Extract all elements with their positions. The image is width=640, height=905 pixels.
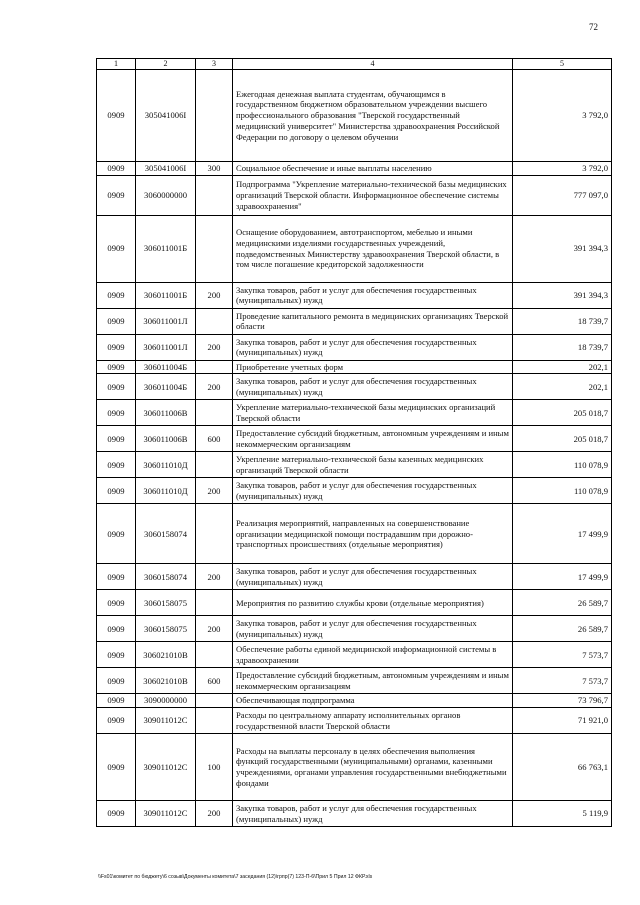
expense-type-cell bbox=[196, 360, 233, 374]
section-code-cell: 0909 bbox=[97, 162, 136, 176]
table-row bbox=[97, 694, 612, 708]
item-name-cell: Ежегодная денежная выплата студентам, обучающимся в государственном бюджетном образовательном учреждении высшего профессионального образования "Тверской государственный медицинский университет" Министерства здравоохранения Российской Федерации по договору о целевом обучении bbox=[233, 70, 513, 162]
expense-type-cell bbox=[196, 175, 233, 215]
section-code-cell: 0909 bbox=[97, 642, 136, 668]
section-code-cell: 0909 bbox=[97, 374, 136, 400]
amount-cell: 3 792,0 bbox=[513, 70, 612, 162]
table-row bbox=[97, 504, 612, 564]
target-article-cell: 305041006I bbox=[136, 70, 196, 162]
target-article-cell: 306011004Б bbox=[136, 360, 196, 374]
header-amount: 5 bbox=[513, 59, 612, 70]
section-code-cell: 0909 bbox=[97, 708, 136, 734]
target-article-cell: 3060000000 bbox=[136, 175, 196, 215]
target-article-cell: 306011001Л bbox=[136, 308, 196, 334]
amount-cell: 5 119,9 bbox=[513, 801, 612, 827]
table-row bbox=[97, 374, 612, 400]
amount-cell: 777 097,0 bbox=[513, 175, 612, 215]
amount-cell: 202,1 bbox=[513, 360, 612, 374]
section-code-cell: 0909 bbox=[97, 360, 136, 374]
table-row bbox=[97, 616, 612, 642]
expense-type-cell: 200 bbox=[196, 282, 233, 308]
target-article-cell: 306011004Б bbox=[136, 374, 196, 400]
table-row bbox=[97, 360, 612, 374]
expense-type-cell: 200 bbox=[196, 374, 233, 400]
expense-type-cell: 200 bbox=[196, 801, 233, 827]
item-name-cell: Обеспечивающая подпрограмма bbox=[233, 694, 513, 708]
section-code-cell: 0909 bbox=[97, 452, 136, 478]
item-name-cell: Укрепление материально-технической базы казенных медицинских организаций Тверской области bbox=[233, 452, 513, 478]
target-article-cell: 306011001Л bbox=[136, 334, 196, 360]
section-code-cell: 0909 bbox=[97, 694, 136, 708]
section-code-cell: 0909 bbox=[97, 590, 136, 616]
header-vr: 3 bbox=[196, 59, 233, 70]
expense-type-cell: 300 bbox=[196, 162, 233, 176]
table-row bbox=[97, 70, 612, 162]
item-name-cell: Реализация мероприятий, направленных на совершенствование организации медицинской помощи пострадавшим при дорожно-транспортных происшествиях (отдельные мероприятия) bbox=[233, 504, 513, 564]
target-article-cell: 305041006I bbox=[136, 162, 196, 176]
item-name-cell: Закупка товаров, работ и услуг для обеспечения государственных (муниципальных) нужд bbox=[233, 801, 513, 827]
target-article-cell: 309011012С bbox=[136, 801, 196, 827]
item-name-cell: Расходы по центральному аппарату исполнительных органов государственной власти Тверской области bbox=[233, 708, 513, 734]
item-name-cell: Социальное обеспечение и иные выплаты населению bbox=[233, 162, 513, 176]
amount-cell: 17 499,9 bbox=[513, 504, 612, 564]
target-article-cell: 309011012С bbox=[136, 734, 196, 801]
item-name-cell: Закупка товаров, работ и услуг для обеспечения государственных (муниципальных) нужд bbox=[233, 334, 513, 360]
target-article-cell: 306021010В bbox=[136, 642, 196, 668]
table-row bbox=[97, 175, 612, 215]
item-name-cell: Проведение капитального ремонта в медицинских организациях Тверской области bbox=[233, 308, 513, 334]
table-row bbox=[97, 478, 612, 504]
target-article-cell: 306011010Д bbox=[136, 478, 196, 504]
section-code-cell: 0909 bbox=[97, 564, 136, 590]
item-name-cell: Приобретение учетных форм bbox=[233, 360, 513, 374]
target-article-cell: 306011010Д bbox=[136, 452, 196, 478]
item-name-cell: Закупка товаров, работ и услуг для обеспечения государственных (муниципальных) нужд bbox=[233, 616, 513, 642]
expense-type-cell bbox=[196, 215, 233, 282]
item-name-cell: Закупка товаров, работ и услуг для обеспечения государственных (муниципальных) нужд bbox=[233, 478, 513, 504]
item-name-cell: Мероприятия по развитию службы крови (отдельные мероприятия) bbox=[233, 590, 513, 616]
expense-type-cell bbox=[196, 308, 233, 334]
section-code-cell: 0909 bbox=[97, 478, 136, 504]
expense-type-cell bbox=[196, 590, 233, 616]
table-row bbox=[97, 215, 612, 282]
amount-cell: 202,1 bbox=[513, 374, 612, 400]
target-article-cell: 306011001Б bbox=[136, 282, 196, 308]
header-section: 1 bbox=[97, 59, 136, 70]
amount-cell: 26 589,7 bbox=[513, 590, 612, 616]
item-name-cell: Укрепление материально-технической базы медицинских организаций Тверской области bbox=[233, 400, 513, 426]
table-row bbox=[97, 334, 612, 360]
target-article-cell: 306011001Б bbox=[136, 215, 196, 282]
page-number: 72 bbox=[589, 22, 598, 32]
section-code-cell: 0909 bbox=[97, 668, 136, 694]
amount-cell: 18 739,7 bbox=[513, 334, 612, 360]
amount-cell: 3 792,0 bbox=[513, 162, 612, 176]
item-name-cell: Оснащение оборудованием, автотранспортом, мебелью и иными медицинскими изделиями государственных учреждений, подведомственных Министерству здравоохранения Тверской области, в том числе погашение кредиторской задолженности bbox=[233, 215, 513, 282]
budget-table bbox=[96, 58, 612, 827]
header-name: 4 bbox=[233, 59, 513, 70]
expense-type-cell bbox=[196, 708, 233, 734]
amount-cell: 7 573,7 bbox=[513, 668, 612, 694]
amount-cell: 205 018,7 bbox=[513, 426, 612, 452]
section-code-cell: 0909 bbox=[97, 282, 136, 308]
expense-type-cell bbox=[196, 642, 233, 668]
amount-cell: 26 589,7 bbox=[513, 616, 612, 642]
table-row bbox=[97, 564, 612, 590]
expense-type-cell bbox=[196, 400, 233, 426]
amount-cell: 66 763,1 bbox=[513, 734, 612, 801]
section-code-cell: 0909 bbox=[97, 334, 136, 360]
amount-cell: 7 573,7 bbox=[513, 642, 612, 668]
section-code-cell: 0909 bbox=[97, 308, 136, 334]
target-article-cell: 306011006В bbox=[136, 426, 196, 452]
amount-cell: 110 078,9 bbox=[513, 478, 612, 504]
item-name-cell: Обеспечение работы единой медицинской информационной системы в здравоохранении bbox=[233, 642, 513, 668]
table-row bbox=[97, 282, 612, 308]
expense-type-cell: 200 bbox=[196, 478, 233, 504]
table-row bbox=[97, 308, 612, 334]
expense-type-cell bbox=[196, 452, 233, 478]
expense-type-cell bbox=[196, 694, 233, 708]
header-target: 2 bbox=[136, 59, 196, 70]
amount-cell: 391 394,3 bbox=[513, 282, 612, 308]
expense-type-cell: 600 bbox=[196, 426, 233, 452]
expense-type-cell: 600 bbox=[196, 668, 233, 694]
table-row bbox=[97, 452, 612, 478]
amount-cell: 18 739,7 bbox=[513, 308, 612, 334]
table-row bbox=[97, 426, 612, 452]
section-code-cell: 0909 bbox=[97, 426, 136, 452]
amount-cell: 391 394,3 bbox=[513, 215, 612, 282]
amount-cell: 71 921,0 bbox=[513, 708, 612, 734]
table-row bbox=[97, 801, 612, 827]
expense-type-cell: 200 bbox=[196, 616, 233, 642]
expense-type-cell bbox=[196, 504, 233, 564]
target-article-cell: 3060158075 bbox=[136, 590, 196, 616]
target-article-cell: 3060158074 bbox=[136, 564, 196, 590]
section-code-cell: 0909 bbox=[97, 801, 136, 827]
section-code-cell: 0909 bbox=[97, 504, 136, 564]
table-row bbox=[97, 162, 612, 176]
table-row bbox=[97, 642, 612, 668]
file-path-footer: \\Fs01\комитет по бюджету\6 созыв\Документы комитета\7 заседания (12)\грпр(7) 123-П-6\Прил 5 Прил 12 ФКР.xls bbox=[98, 874, 373, 880]
target-article-cell: 309011012С bbox=[136, 708, 196, 734]
expense-type-cell: 100 bbox=[196, 734, 233, 801]
target-article-cell: 3060158074 bbox=[136, 504, 196, 564]
amount-cell: 73 796,7 bbox=[513, 694, 612, 708]
item-name-cell: Предоставление субсидий бюджетным, автономным учреждениям и иным некоммерческим организациям bbox=[233, 668, 513, 694]
section-code-cell: 0909 bbox=[97, 400, 136, 426]
table-row bbox=[97, 400, 612, 426]
amount-cell: 110 078,9 bbox=[513, 452, 612, 478]
table-row bbox=[97, 668, 612, 694]
section-code-cell: 0909 bbox=[97, 734, 136, 801]
table-row bbox=[97, 734, 612, 801]
item-name-cell: Закупка товаров, работ и услуг для обеспечения государственных (муниципальных) нужд bbox=[233, 282, 513, 308]
target-article-cell: 306011006В bbox=[136, 400, 196, 426]
item-name-cell: Закупка товаров, работ и услуг для обеспечения государственных (муниципальных) нужд bbox=[233, 374, 513, 400]
target-article-cell: 3090000000 bbox=[136, 694, 196, 708]
section-code-cell: 0909 bbox=[97, 175, 136, 215]
amount-cell: 205 018,7 bbox=[513, 400, 612, 426]
item-name-cell: Подпрограмма "Укрепление материально-технической базы медицинских организаций Тверской области. Информационное обеспечение системы здравоохранения" bbox=[233, 175, 513, 215]
item-name-cell: Закупка товаров, работ и услуг для обеспечения государственных (муниципальных) нужд bbox=[233, 564, 513, 590]
section-code-cell: 0909 bbox=[97, 616, 136, 642]
amount-cell: 17 499,9 bbox=[513, 564, 612, 590]
section-code-cell: 0909 bbox=[97, 215, 136, 282]
expense-type-cell: 200 bbox=[196, 334, 233, 360]
table-row bbox=[97, 708, 612, 734]
target-article-cell: 3060158075 bbox=[136, 616, 196, 642]
target-article-cell: 306021010В bbox=[136, 668, 196, 694]
item-name-cell: Предоставление субсидий бюджетным, автономным учреждениям и иным некоммерческим организациям bbox=[233, 426, 513, 452]
table-row bbox=[97, 590, 612, 616]
section-code-cell: 0909 bbox=[97, 70, 136, 162]
item-name-cell: Расходы на выплаты персоналу в целях обеспечения выполнения функций государственными (муниципальными) органами, казенными учреждениями, органами управления государственными внебюджетными фондами bbox=[233, 734, 513, 801]
expense-type-cell: 200 bbox=[196, 564, 233, 590]
expense-type-cell bbox=[196, 70, 233, 162]
header-row bbox=[97, 59, 612, 70]
